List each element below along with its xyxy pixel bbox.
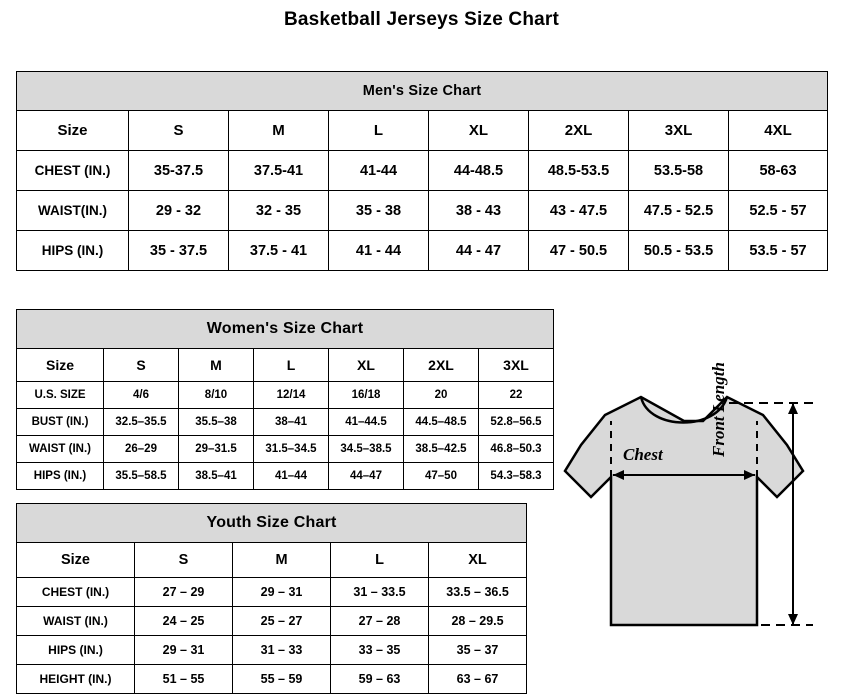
table-cell: 25 – 27	[233, 607, 331, 636]
table-cell: 31 – 33.5	[331, 578, 429, 607]
column-header: 4XL	[729, 111, 828, 151]
row-label: HIPS (IN.)	[17, 231, 129, 271]
table-cell: 35-37.5	[129, 151, 229, 191]
table-row	[17, 151, 828, 191]
table-cell: 26–29	[104, 436, 179, 463]
table-row	[17, 191, 828, 231]
table-cell: 31.5–34.5	[254, 436, 329, 463]
table-cell: 35.5–58.5	[104, 463, 179, 490]
column-header: Size	[17, 111, 129, 151]
table-row	[17, 607, 527, 636]
table-cell: 33.5 – 36.5	[429, 578, 527, 607]
column-header: 3XL	[629, 111, 729, 151]
youth-heading-row	[17, 504, 527, 543]
table-cell: 12/14	[254, 382, 329, 409]
table-cell: 52.5 - 57	[729, 191, 828, 231]
column-header: 2XL	[404, 349, 479, 382]
table-cell: 29 - 32	[129, 191, 229, 231]
column-header: S	[104, 349, 179, 382]
table-cell: 35 – 37	[429, 636, 527, 665]
front-length-measure-label: Front Length	[709, 362, 728, 457]
womens-size-chart-table	[16, 309, 554, 490]
column-header: XL	[429, 543, 527, 578]
table-cell: 37.5-41	[229, 151, 329, 191]
table-cell: 8/10	[179, 382, 254, 409]
table-cell: 44.5–48.5	[404, 409, 479, 436]
row-label: HIPS (IN.)	[17, 636, 135, 665]
table-cell: 47–50	[404, 463, 479, 490]
table-cell: 48.5-53.5	[529, 151, 629, 191]
table-cell: 31 – 33	[233, 636, 331, 665]
table-cell: 29 – 31	[233, 578, 331, 607]
table-cell: 24 – 25	[135, 607, 233, 636]
table-row	[17, 463, 554, 490]
column-header: L	[331, 543, 429, 578]
jersey-measurement-diagram	[545, 359, 841, 679]
table-cell: 58-63	[729, 151, 828, 191]
table-cell: 44-48.5	[429, 151, 529, 191]
column-header: XL	[429, 111, 529, 151]
table-cell: 41–44	[254, 463, 329, 490]
table-cell: 38.5–42.5	[404, 436, 479, 463]
table-row	[17, 409, 554, 436]
column-header: M	[229, 111, 329, 151]
front-length-arrow-bottom	[788, 614, 798, 625]
table-cell: 52.8–56.5	[479, 409, 554, 436]
row-label: WAIST (IN.)	[17, 436, 104, 463]
table-cell: 44–47	[329, 463, 404, 490]
chest-measure-label: Chest	[623, 445, 663, 464]
table-cell: 35.5–38	[179, 409, 254, 436]
table-cell: 33 – 35	[331, 636, 429, 665]
table-cell: 37.5 - 41	[229, 231, 329, 271]
table-cell: 28 – 29.5	[429, 607, 527, 636]
table-row	[17, 665, 527, 694]
table-cell: 43 - 47.5	[529, 191, 629, 231]
column-header: Size	[17, 349, 104, 382]
table-row	[17, 543, 527, 578]
mens-heading: Men's Size Chart	[17, 72, 828, 111]
table-cell: 27 – 28	[331, 607, 429, 636]
table-row	[17, 111, 828, 151]
table-cell: 54.3–58.3	[479, 463, 554, 490]
table-cell: 41 - 44	[329, 231, 429, 271]
front-length-arrow-top	[788, 403, 798, 414]
table-cell: 47.5 - 52.5	[629, 191, 729, 231]
row-label: CHEST (IN.)	[17, 578, 135, 607]
table-cell: 51 – 55	[135, 665, 233, 694]
table-cell: 41–44.5	[329, 409, 404, 436]
table-cell: 4/6	[104, 382, 179, 409]
table-cell: 38.5–41	[179, 463, 254, 490]
table-cell: 35 - 37.5	[129, 231, 229, 271]
youth-table-body	[17, 504, 527, 694]
table-cell: 38–41	[254, 409, 329, 436]
jersey-illustration-icon	[545, 359, 841, 679]
table-cell: 16/18	[329, 382, 404, 409]
table-cell: 63 – 67	[429, 665, 527, 694]
table-cell: 46.8–50.3	[479, 436, 554, 463]
mens-heading-row	[17, 72, 828, 111]
row-label: CHEST (IN.)	[17, 151, 129, 191]
table-cell: 32 - 35	[229, 191, 329, 231]
row-label: BUST (IN.)	[17, 409, 104, 436]
jersey-body-shape	[565, 397, 803, 625]
table-cell: 29–31.5	[179, 436, 254, 463]
row-label: WAIST (IN.)	[17, 607, 135, 636]
table-cell: 38 - 43	[429, 191, 529, 231]
row-label: HIPS (IN.)	[17, 463, 104, 490]
row-label: HEIGHT (IN.)	[17, 665, 135, 694]
table-cell: 22	[479, 382, 554, 409]
mens-table-body	[17, 72, 828, 271]
column-header: 2XL	[529, 111, 629, 151]
table-cell: 32.5–35.5	[104, 409, 179, 436]
table-row	[17, 349, 554, 382]
column-header: M	[179, 349, 254, 382]
column-header: M	[233, 543, 331, 578]
column-header: 3XL	[479, 349, 554, 382]
column-header: S	[129, 111, 229, 151]
table-cell: 41-44	[329, 151, 429, 191]
table-cell: 50.5 - 53.5	[629, 231, 729, 271]
table-cell: 35 - 38	[329, 191, 429, 231]
column-header: XL	[329, 349, 404, 382]
column-header: S	[135, 543, 233, 578]
table-cell: 20	[404, 382, 479, 409]
table-cell: 53.5 - 57	[729, 231, 828, 271]
table-row	[17, 436, 554, 463]
table-row	[17, 636, 527, 665]
table-cell: 27 – 29	[135, 578, 233, 607]
table-row	[17, 231, 828, 271]
column-header: Size	[17, 543, 135, 578]
row-label: WAIST(IN.)	[17, 191, 129, 231]
table-cell: 59 – 63	[331, 665, 429, 694]
page-title: Basketball Jerseys Size Chart	[283, 9, 560, 30]
mens-size-chart-table	[16, 71, 828, 271]
column-header: L	[329, 111, 429, 151]
womens-heading: Women's Size Chart	[17, 310, 554, 349]
table-cell: 29 – 31	[135, 636, 233, 665]
column-header: L	[254, 349, 329, 382]
table-cell: 34.5–38.5	[329, 436, 404, 463]
table-cell: 47 - 50.5	[529, 231, 629, 271]
womens-heading-row	[17, 310, 554, 349]
table-cell: 44 - 47	[429, 231, 529, 271]
youth-size-chart-table	[16, 503, 527, 694]
womens-table-body	[17, 310, 554, 490]
table-cell: 55 – 59	[233, 665, 331, 694]
youth-heading: Youth Size Chart	[17, 504, 527, 543]
table-row	[17, 578, 527, 607]
table-row	[17, 382, 554, 409]
row-label: U.S. SIZE	[17, 382, 104, 409]
table-cell: 53.5-58	[629, 151, 729, 191]
